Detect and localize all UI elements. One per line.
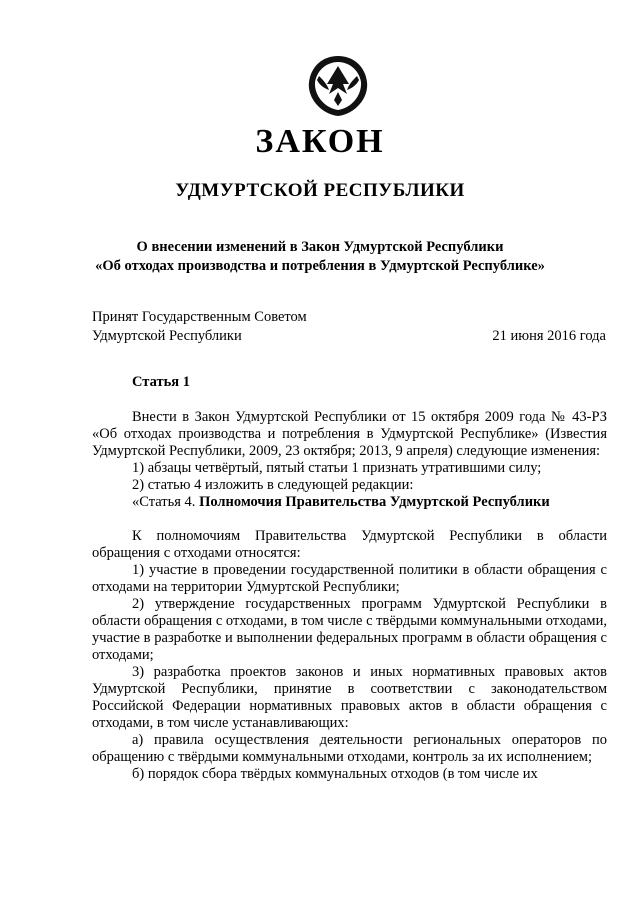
adoption-info — [92, 308, 307, 346]
article-title: Статья 1 — [132, 374, 190, 390]
paragraph: 1) абзацы четвёртый, пятый статьи 1 признать утратившими силу; — [132, 460, 542, 476]
adoption-line: Принят Государственным Советом — [92, 309, 307, 325]
adoption-date: 21 июня 2016 года — [492, 328, 606, 344]
article-body — [92, 409, 607, 783]
quoted-article-title: Полномочия Правительства Удмуртской Республики — [199, 494, 550, 510]
paragraph: К полномочиям Правительства Удмуртской Республики в области обращения с отходами относятся: — [92, 528, 607, 561]
paragraph: 1) участие в проведении государственной политики в области обращения с отходами на территории Удмуртской Республики; — [92, 562, 607, 595]
law-name-line: «Об отходах производства и потребления в Удмуртской Республике» — [95, 258, 545, 274]
law-name-line: О внесении изменений в Закон Удмуртской Республики — [136, 239, 504, 255]
paragraph: Внести в Закон Удмуртской Республики от 15 октября 2009 года № 43-РЗ «Об отходах производства и потребления в Удмуртской Республике» (Известия Удмуртской Республики, 2009, 23 октября; 2013, 9 апреля) следующие изменения: — [92, 409, 607, 459]
emblem-icon — [303, 54, 373, 118]
page-title: ЗАКОН — [255, 123, 385, 160]
paragraph: б) порядок сбора твёрдых коммунальных отходов (в том числе их — [132, 766, 538, 782]
quoted-prefix: «Статья 4. — [132, 494, 200, 510]
page-subtitle: УДМУРТСКОЙ РЕСПУБЛИКИ — [175, 180, 465, 201]
paragraph — [92, 494, 607, 511]
adoption-line: Удмуртской Республики — [92, 328, 242, 344]
paragraph: а) правила осуществления деятельности региональных операторов по обращению с твёрдыми коммунальными отходами, контроль за их исполнением; — [92, 732, 607, 765]
paragraph: 2) утверждение государственных программ Удмуртской Республики в области обращения с отходами, в том числе с твёрдыми коммунальными отходами, участие в разработке и выполнении федеральных программ в области обращения с отходами; — [92, 596, 607, 663]
paragraph: 2) статью 4 изложить в следующей редакции: — [132, 477, 414, 493]
paragraph: 3) разработка проектов законов и иных нормативных правовых актов Удмуртской Республики, принятие в соответствии с законодательством Российской Федерации нормативных правовых актов в области обращения с отходами, в том числе устанавливающих: — [92, 664, 607, 731]
law-name — [60, 238, 580, 276]
